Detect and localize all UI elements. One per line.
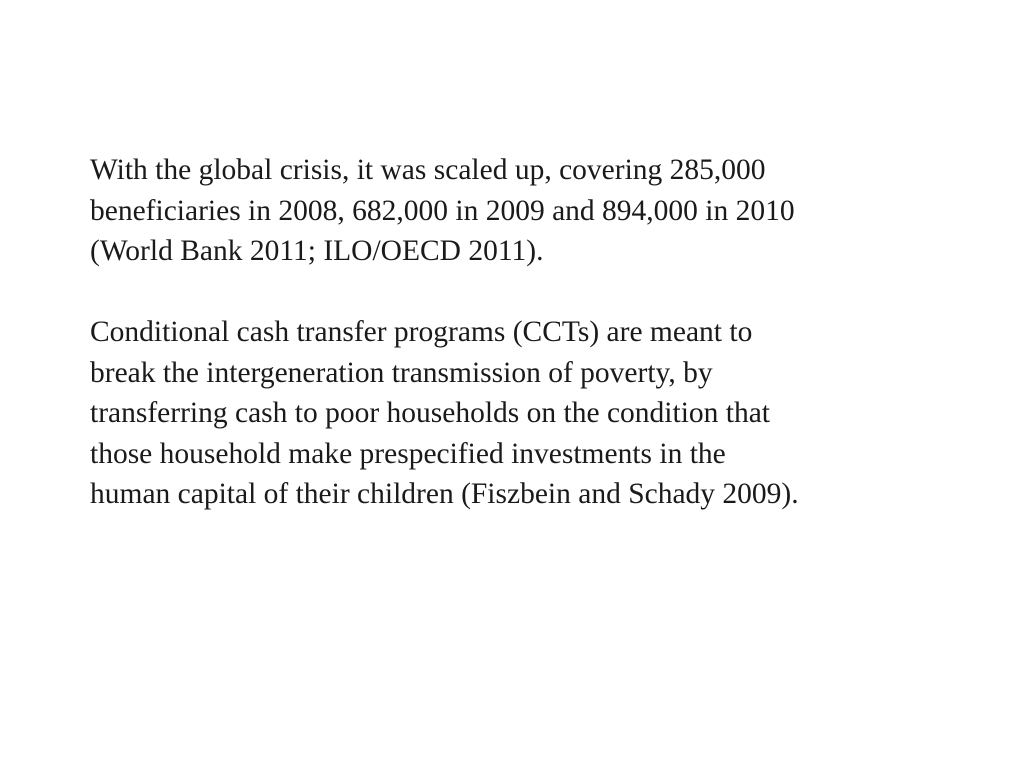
text-line: With the global crisis, it was scaled up, covering 285,000 bbox=[90, 154, 766, 186]
paragraph-cct-definition bbox=[90, 312, 970, 515]
text-line: (World Bank 2011; ILO/OECD 2011). bbox=[90, 235, 544, 267]
text-line: human capital of their children (Fiszbein and Schady 2009). bbox=[90, 478, 799, 510]
text-line: transferring cash to poor households on the condition that bbox=[90, 397, 770, 429]
text-line: beneficiaries in 2008, 682,000 in 2009 and 894,000 in 2010 bbox=[90, 194, 795, 227]
text-line: Conditional cash transfer programs (CCTs) are meant to bbox=[90, 316, 753, 348]
text-line: those household make prespecified investments in the bbox=[90, 437, 726, 470]
slide-body-text bbox=[90, 150, 970, 515]
paragraph-global-crisis bbox=[90, 150, 970, 272]
text-line: break the intergeneration transmission of poverty, by bbox=[90, 356, 713, 389]
